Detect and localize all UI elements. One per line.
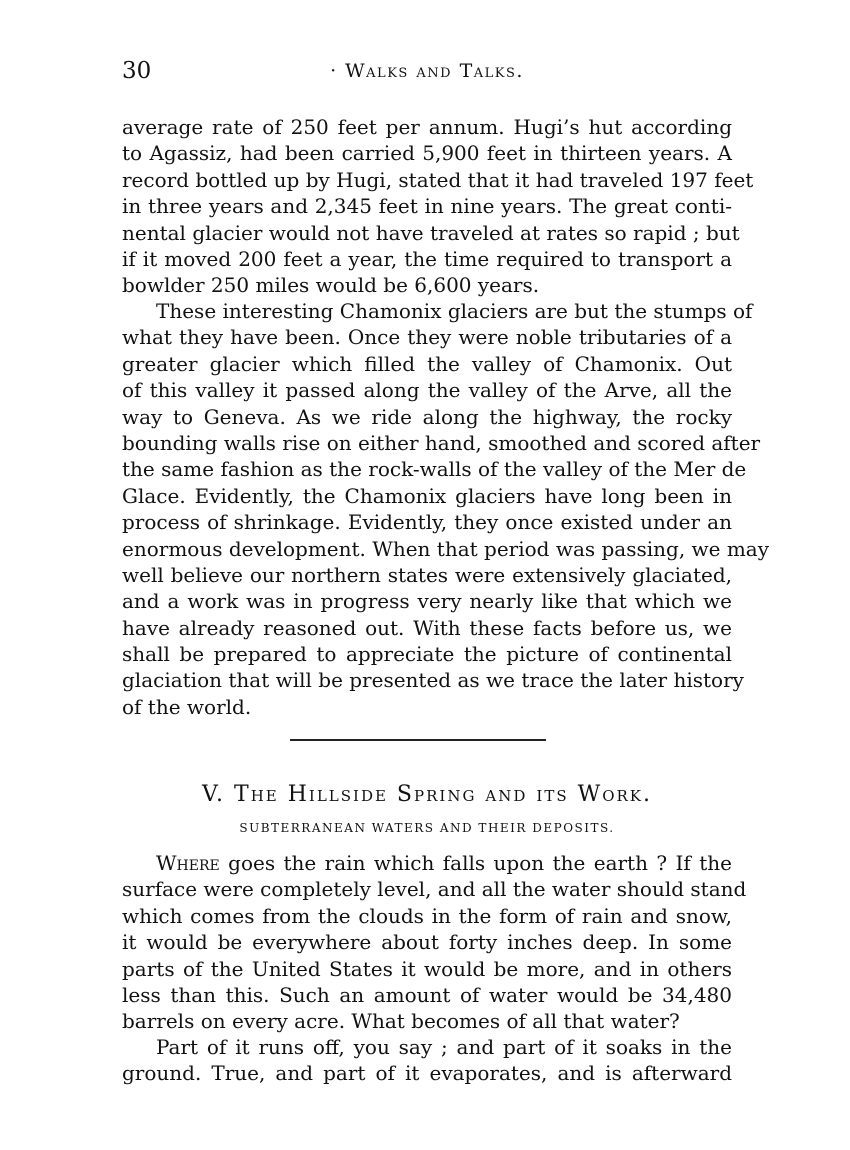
text-line: it would be everywhere about forty inches deep. In some — [122, 930, 732, 955]
text-line: enormous development. When that period was passing, we may — [122, 536, 770, 561]
section-divider — [290, 739, 546, 741]
text-line: shall be prepared to appreciate the picture of continental — [122, 642, 732, 667]
text-fragment: goes the rain which falls upon the earth ? If the — [219, 851, 732, 875]
text-line: if it moved 200 feet a year, the time required to transport a — [122, 246, 732, 271]
text-line: have already reasoned out. With these facts before us, we — [122, 615, 732, 640]
page-number: 30 — [122, 58, 152, 84]
text-line: greater glacier which filled the valley of Chamonix. Out — [122, 351, 732, 376]
text-line: average rate of 250 feet per annum. Hugi’s hut according — [122, 115, 732, 139]
paragraph-continuation — [122, 114, 754, 299]
text-line: nental glacier would not have traveled at rates so rapid ; but — [122, 220, 740, 245]
text-line: of the world. — [122, 694, 252, 719]
text-line: to Agassiz, had been carried 5,900 feet in thirteen years. A — [122, 141, 732, 166]
text-line: barrels on every acre. What becomes of all that water? — [122, 1009, 680, 1034]
text-line: Part of it runs off, you say ; and part of it soaks in the — [156, 1035, 732, 1059]
section-subheading: SUBTERRANEAN WATERS AND THEIR DEPOSITS. — [239, 821, 615, 835]
text-line: bowlder 250 miles would be 6,600 years. — [122, 273, 540, 298]
text-line: less than this. Such an amount of water would be 34,480 — [122, 982, 732, 1007]
section-heading: V. The Hillside Spring and its Work. — [202, 782, 652, 807]
paragraph-chamonix-glaciers — [122, 298, 770, 720]
text-line: ground. True, and part of it evaporates, and is afterward — [122, 1061, 732, 1086]
text-line: parts of the United States it would be more, and in others — [122, 956, 732, 981]
lead-word: Where — [156, 851, 220, 875]
paragraph-rainfall — [122, 850, 747, 1035]
text-line: and a work was in progress very nearly like that which we — [122, 589, 732, 614]
text-line: what they have been. Once they were noble tributaries of a — [122, 325, 732, 350]
text-line: These interesting Chamonix glaciers are but the stumps of — [156, 299, 753, 323]
text-line: in three years and 2,345 feet in nine years. The great conti- — [122, 194, 732, 219]
running-head — [122, 58, 732, 88]
text-line: process of shrinkage. Evidently, they once existed under an — [122, 510, 732, 535]
text-line: record bottled up by Hugi, stated that it had traveled 197 feet — [122, 167, 754, 192]
text-line: well believe our northern states were extensively glaciated, — [122, 562, 732, 587]
text-line: bounding walls rise on either hand, smoothed and scored after — [122, 430, 761, 455]
running-title: · Walks and Talks. — [330, 60, 524, 82]
text-line: which comes from the clouds in the form of rain and snow, — [122, 903, 732, 928]
text-line: Glace. Evidently, the Chamonix glaciers have long been in — [122, 483, 732, 508]
text-line: glaciation that will be presented as we trace the later history — [122, 668, 744, 693]
text-line: surface were completely level, and all the water should stand — [122, 877, 747, 902]
text-line: the same fashion as the rock-walls of the valley of the Mer de — [122, 457, 747, 482]
paragraph-runoff — [122, 1034, 732, 1087]
text-line — [122, 850, 732, 876]
text-line: of this valley it passed along the valley of the Arve, all the — [122, 378, 732, 403]
text-line: way to Geneva. As we ride along the highway, the rocky — [122, 404, 732, 429]
